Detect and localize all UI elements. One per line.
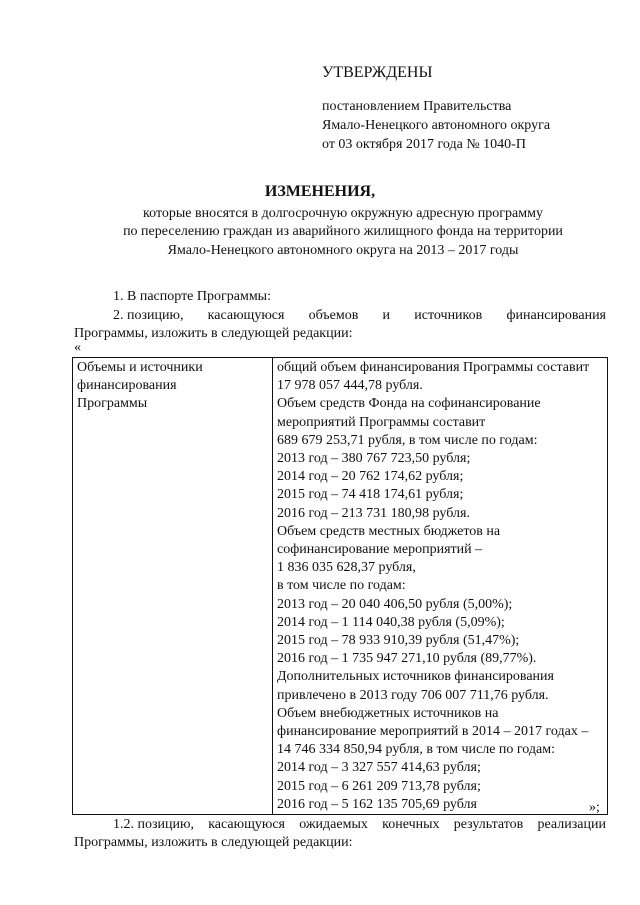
- value-line: софинансирование мероприятий –: [277, 542, 483, 558]
- value-line: привлечено в 2013 году 706 007 711,76 рубля.: [277, 687, 549, 703]
- opening-quote: «: [74, 340, 81, 355]
- value-line: финансирование мероприятий в 2014 – 2017 годах –: [277, 724, 589, 740]
- value-line: 17 978 057 444,78 рубля.: [277, 378, 423, 394]
- value-line: в том числе по годам:: [277, 578, 406, 594]
- value-line: 2014 год – 3 327 557 414,63 рубля;: [277, 760, 481, 776]
- value-line: 2013 год – 380 767 723,50 рубля;: [277, 451, 471, 467]
- item-2-word: 2. позицию,: [113, 308, 184, 323]
- item-2-word: источников: [414, 308, 483, 323]
- item-1-2-continuation: Программы, изложить в следующей редакции:: [74, 835, 353, 850]
- value-line: 2014 год – 1 114 040,38 рубля (5,09%);: [277, 614, 505, 630]
- item-2-word: и: [382, 308, 391, 323]
- value-line: 2016 год – 213 731 180,98 рубля.: [277, 505, 470, 521]
- item-2-word: объемов: [308, 308, 359, 323]
- item-2-continuation: Программы, изложить в следующей редакции:: [74, 326, 353, 341]
- approval-title: УТВЕРЖДЕНЫ: [322, 64, 433, 81]
- program-passport-table: [72, 357, 608, 815]
- value-line: мероприятий Программы составит: [277, 414, 486, 430]
- document-heading: ИЗМЕНЕНИЯ,: [264, 183, 376, 200]
- approval-line-2: Ямало-Ненецкого автономного округа: [322, 118, 551, 133]
- label-line: Программы: [77, 396, 148, 412]
- table-row: [73, 358, 608, 815]
- item-2-word: финансирования: [506, 308, 606, 323]
- label-line: Объемы и источники: [77, 360, 203, 375]
- value-line: 2013 год – 20 040 406,50 рубля (5,00%);: [277, 596, 513, 612]
- value-line: 1 836 035 628,37 рубля,: [277, 560, 416, 576]
- value-line: Дополнительных источников финансирования: [277, 669, 554, 685]
- item-1-2-word: конечных: [382, 817, 440, 832]
- item-2-word: касающуюся: [207, 308, 285, 323]
- item-1-2-word: реализации: [537, 817, 606, 832]
- subtitle-line-3: Ямало-Ненецкого автономного округа на 2013 – 2017 годы: [167, 243, 519, 258]
- value-line: 2016 год – 5 162 135 705,69 рубля: [277, 796, 477, 812]
- item-1-2-word: касающуюся: [208, 817, 285, 832]
- table-cell-value: [273, 358, 608, 815]
- approval-line-3: от 03 октября 2017 года № 1040-П: [322, 137, 526, 152]
- approval-line-1: постановлением Правительства: [322, 99, 512, 114]
- table-cell-label: [73, 358, 273, 815]
- value-line: 2015 год – 78 933 910,39 рубля (51,47%);: [277, 633, 520, 649]
- label-line: финансирования: [77, 378, 177, 394]
- subtitle-line-1: которые вносятся в долгосрочную окружную адресную программу: [143, 206, 543, 221]
- value-line: 2015 год – 74 418 174,61 рубля;: [277, 487, 464, 503]
- value-line: 2016 год – 1 735 947 271,10 рубля (89,77%).: [277, 651, 537, 667]
- value-line: Объем средств Фонда на софинансирование: [277, 396, 541, 412]
- closing-quote: »;: [589, 800, 600, 815]
- value-line: 2015 год – 6 261 209 713,78 рубля;: [277, 778, 481, 794]
- value-line: 2014 год – 20 762 174,62 рубля;: [277, 469, 464, 485]
- subtitle-line-2: по переселению граждан из аварийного жилищного фонда на территории: [123, 224, 563, 239]
- item-2-first-line: [113, 308, 606, 324]
- item-1-2-word: 1.2. позицию,: [113, 817, 194, 832]
- value-line: 689 679 253,71 рубля, в том числе по годам:: [277, 432, 538, 448]
- value-line: общий объем финансирования Программы составит: [277, 360, 590, 375]
- item-1-2-word: результатов: [453, 817, 524, 832]
- value-line: Объем внебюджетных источников на: [277, 705, 499, 721]
- item-1-text: 1. В паспорте Программы:: [113, 289, 271, 304]
- value-line: Объем средств местных бюджетов на: [277, 523, 501, 539]
- item-1-2-first-line: [113, 817, 606, 833]
- item-1-2-word: ожидаемых: [299, 817, 368, 832]
- value-line: 14 746 334 850,94 рубля, в том числе по годам:: [277, 742, 555, 758]
